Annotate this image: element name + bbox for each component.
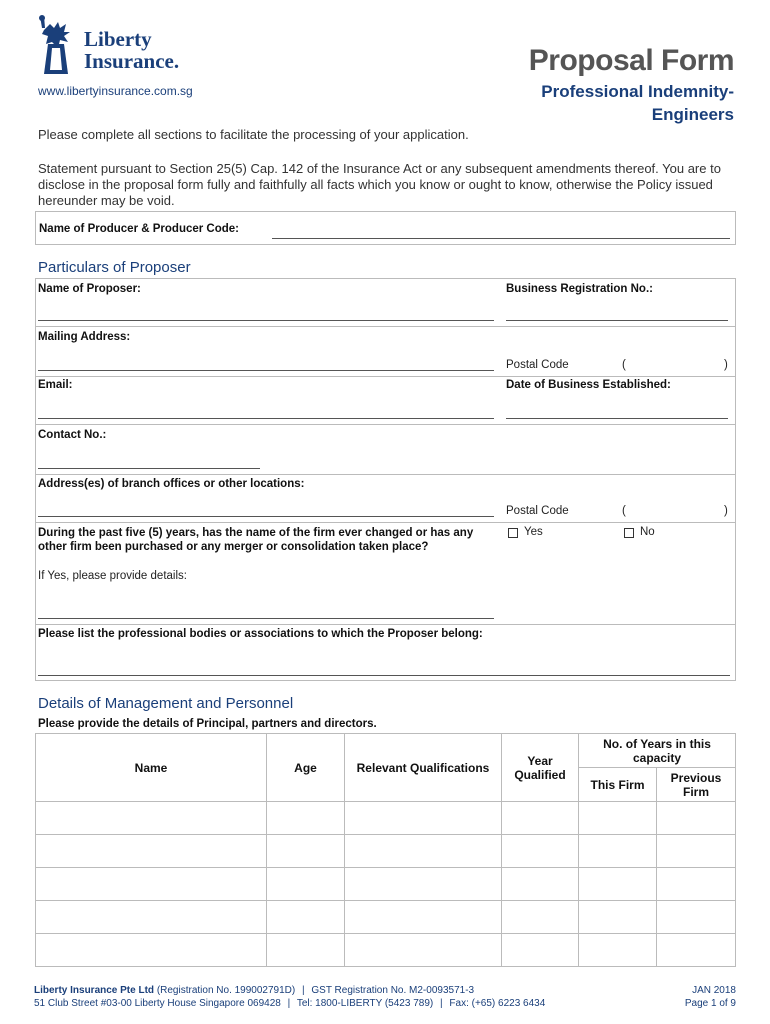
footer-tel: Tel: 1800-LIBERTY (5423 789) (296, 998, 434, 1009)
table-cell[interactable] (502, 802, 579, 835)
table-cell[interactable] (345, 934, 502, 967)
table-cell[interactable] (345, 868, 502, 901)
producer-box (35, 211, 736, 245)
col-name-header: Name (36, 734, 267, 802)
table-cell[interactable] (267, 934, 345, 967)
liberty-logo (34, 14, 204, 78)
footer-company: Liberty Insurance Pte Ltd (34, 985, 155, 996)
yes-label: Yes (524, 526, 543, 538)
change-details-field[interactable] (38, 618, 494, 619)
footer-gst: GST Registration No. M2-0093571-3 (311, 985, 475, 996)
footer-line2: 51 Club Street #03-00 Liberty House Singapore 069428 | Tel: 1800-LIBERTY (5423 789) | Fax: (+65) 6223 6434 (34, 998, 546, 1009)
table-cell[interactable] (267, 802, 345, 835)
col-this-firm-header: This Firm (579, 768, 657, 802)
table-cell[interactable] (657, 901, 736, 934)
if-yes-text: If Yes, please provide details: (38, 570, 187, 582)
producer-field[interactable] (272, 238, 730, 239)
yes-checkbox[interactable] (508, 528, 518, 538)
logo-line2: Insurance. (84, 49, 180, 73)
col-years-header: No. of Years in this capacity (579, 734, 736, 768)
table-cell[interactable] (345, 835, 502, 868)
date-established-label: Date of Business Established: (506, 379, 671, 391)
contact-field[interactable] (38, 468, 260, 469)
table-row (36, 868, 736, 901)
table-cell[interactable] (657, 934, 736, 967)
branch-label: Address(es) of branch offices or other locations: (38, 478, 305, 490)
logo-line1: Liberty (84, 27, 152, 51)
bodies-field[interactable] (38, 675, 730, 676)
mailing-label: Mailing Address: (38, 331, 131, 343)
page-title: Proposal Form (528, 44, 734, 77)
subtitle-line2: Engineers (651, 105, 734, 124)
col-prev-firm-header: Previous Firm (657, 768, 736, 802)
table-cell[interactable] (502, 901, 579, 934)
postal-code-label: Postal Code (506, 359, 569, 371)
table-cell[interactable] (345, 802, 502, 835)
table-cell[interactable] (579, 901, 657, 934)
table-cell[interactable] (267, 901, 345, 934)
management-instruction: Please provide the details of Principal, partners and directors. (38, 718, 377, 730)
table-cell[interactable] (657, 802, 736, 835)
email-field[interactable] (38, 418, 494, 419)
table-row (36, 835, 736, 868)
table-cell[interactable] (267, 835, 345, 868)
table-cell[interactable] (36, 934, 267, 967)
statue-of-liberty-icon (34, 14, 78, 76)
table-cell[interactable] (36, 835, 267, 868)
footer-line1: Liberty Insurance Pte Ltd (Registration No. 199002791D) | GST Registration No. M2-0093571-3 (34, 985, 475, 996)
contact-label: Contact No.: (38, 429, 107, 441)
subtitle-line1: Professional Indemnity- (541, 82, 734, 101)
management-heading: Details of Management and Personnel (38, 695, 294, 712)
intro-text: Please complete all sections to facilitate the processing of your application. (38, 127, 469, 142)
footer-fax: Fax: (+65) 6223 6434 (449, 998, 546, 1009)
col-qual-header: Relevant Qualifications (345, 734, 502, 802)
logo-wordmark (84, 28, 179, 72)
branch-paren-open: ( (622, 505, 626, 517)
table-cell[interactable] (345, 901, 502, 934)
col-year-header: Year Qualified (502, 734, 579, 802)
bodies-label: Please list the professional bodies or associations to which the Proposer belong: (38, 628, 483, 640)
table-cell[interactable] (502, 835, 579, 868)
footer-address: 51 Club Street #03-00 Liberty House Singapore 069428 (34, 998, 281, 1009)
table-cell[interactable] (579, 802, 657, 835)
email-label: Email: (38, 379, 73, 391)
table-cell[interactable] (579, 934, 657, 967)
mailing-field[interactable] (38, 370, 494, 371)
change-question: During the past five (5) years, has the name of the firm ever changed or has any other firm been purchased or any merger or consolidation taken place? (38, 527, 474, 553)
table-cell[interactable] (502, 868, 579, 901)
personnel-table (35, 733, 736, 967)
table-cell[interactable] (657, 868, 736, 901)
footer-page-number: Page 1 of 9 (684, 998, 736, 1009)
branch-field[interactable] (38, 516, 494, 517)
table-cell[interactable] (579, 835, 657, 868)
producer-label: Name of Producer & Producer Code: (39, 223, 240, 235)
table-row (36, 934, 736, 967)
proposer-name-field[interactable] (38, 320, 494, 321)
table-cell[interactable] (502, 934, 579, 967)
proposer-heading: Particulars of Proposer (38, 259, 191, 276)
website-link[interactable]: www.libertyinsurance.com.sg (38, 84, 193, 98)
table-cell[interactable] (657, 835, 736, 868)
footer-date: JAN 2018 (692, 985, 736, 996)
col-age-header: Age (267, 734, 345, 802)
brn-field[interactable] (506, 320, 728, 321)
postal-paren-open: ( (622, 359, 626, 371)
branch-paren-close: ) (724, 505, 728, 517)
postal-paren-close: ) (724, 359, 728, 371)
branch-postal-label: Postal Code (506, 505, 569, 517)
table-row (36, 802, 736, 835)
proposer-name-label: Name of Proposer: (38, 283, 141, 295)
brn-label: Business Registration No.: (506, 283, 653, 295)
statement-text: Statement pursuant to Section 25(5) Cap. 142 of the Insurance Act or any subsequent amendments thereof. You are to disclose in the proposal form fully and faithfully all facts which you know or ought to know, otherwise the Policy issued hereunder may be void. (38, 161, 721, 208)
table-row (36, 901, 736, 934)
table-cell[interactable] (36, 901, 267, 934)
table-cell[interactable] (267, 868, 345, 901)
no-label: No (640, 526, 655, 538)
footer-reg: (Registration No. 199002791D) (156, 985, 296, 996)
date-established-field[interactable] (506, 418, 728, 419)
table-cell[interactable] (579, 868, 657, 901)
table-cell[interactable] (36, 868, 267, 901)
table-cell[interactable] (36, 802, 267, 835)
no-checkbox[interactable] (624, 528, 634, 538)
